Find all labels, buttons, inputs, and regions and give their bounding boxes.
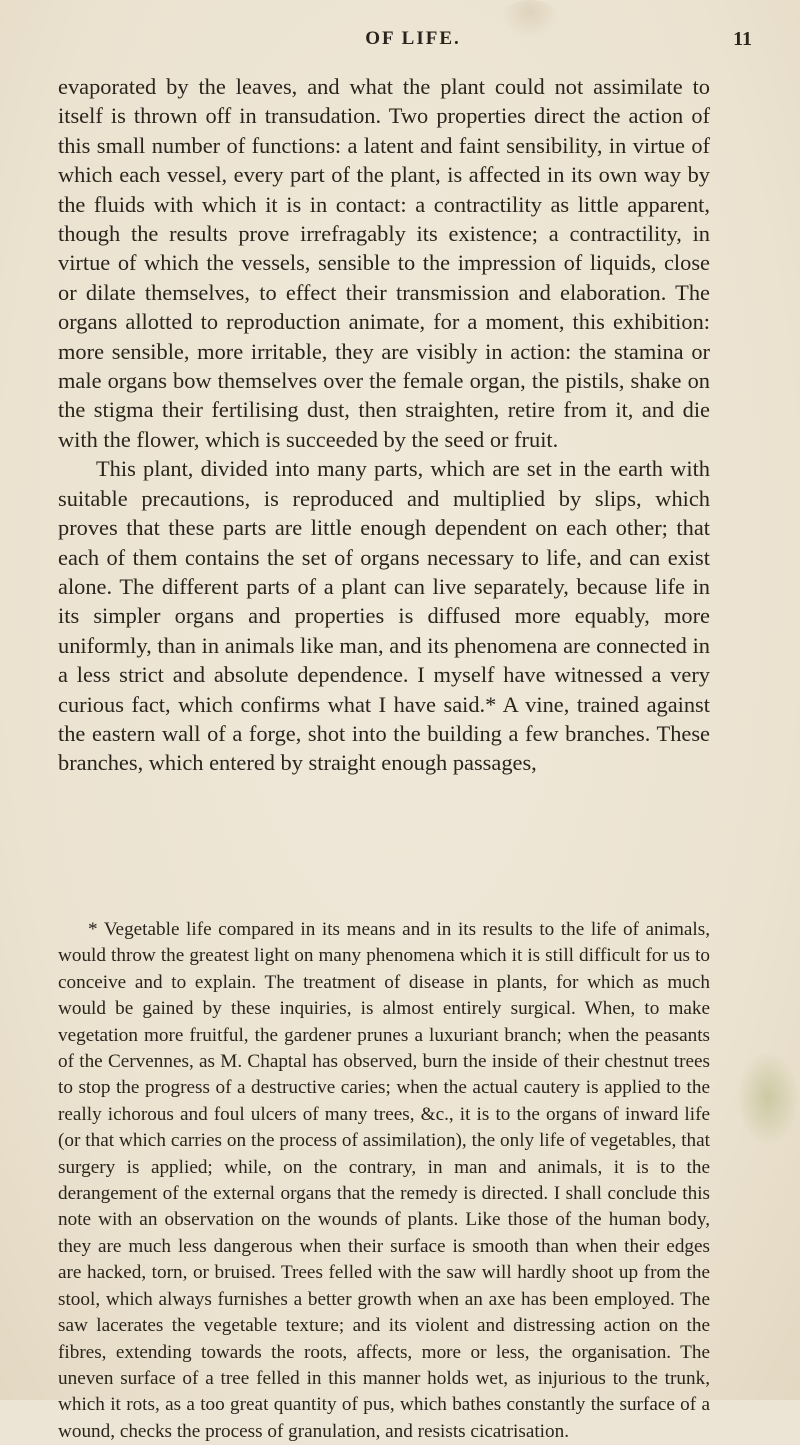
running-head — [60, 28, 766, 58]
paragraph: This plant, divided into many parts, which are set in the earth with suitable precautions, is reproduced and multiplied by slips, which proves that these parts are little enough dependent on each other; that each of them contains the set of organs necessary to life, and can exist alone. The different parts of a plant can live separately, because life in its simpler organs and properties is diffused more equably, more uniformly, than in animals like man, and its phenomena are connected in a less strict and absolute dependence. I myself have witnessed a very curious fact, which confirms what I have said.* A vine, trained against the eastern wall of a forge, shot into the building a few branches. These branches, which entered by straight enough passages, — [58, 456, 710, 776]
running-title: OF LIFE. — [365, 28, 461, 49]
page-number: 11 — [733, 28, 752, 50]
footnote-text: * Vegetable life compared in its means and in its results to the life of animals, would throw the greatest light on many phenomena which it is still difficult for us to conceive and to explain. The treatment of disease in plants, for which as much would be gained by these inquiries, is almost entirely surgical. When, to make vegetation more fruitful, the gardener prunes a luxuriant branch; when the peasants of the Cervennes, as M. Chaptal has observed, burn the inside of their chestnut trees to stop the progress of a destructive caries; when the actual cautery is applied to the really ichorous and foul ulcers of many trees, &c., it is to the organs of inward life (or that which carries on the process of assimilation), the only life of vegetables, that surgery is applied; while, on the contrary, in man and animals, it is to the derangement of the external organs that the remedy is directed. I shall conclude this note with an observation on the wounds of plants. Like those of the human body, they are much less dangerous when their surface is smooth than when their edges are hacked, torn, or bruised. Trees felled with the saw will hardly shoot up from the stool, which always furnishes a better growth when an axe has been employed. The saw lacerates the vegetable texture; and its violent and distressing action on the fibres, extending towards the roots, affects, more or less, the organisation. The uneven surface of a tree felled in this manner holds wet, as injurious to the trunk, which it rots, as a too great quantity of pus, which bathes constantly the surface of a wound, checks the process of granulation, and resists cicatrisation. — [58, 919, 710, 1442]
paper-stain — [738, 1052, 798, 1144]
paragraph: evaporated by the leaves, and what the plant could not assimilate to itself is thrown off in transudation. Two properties direct the action of this small number of functions: a latent and faint sensibility, in virtue of which each vessel, every part of the plant, is affected in its own way by the fluids with which it is in contact: a contractility as little apparent, though the results prove irrefragably its existence; a contractility, in virtue of which the vessels, sensible to the impression of liquids, close or dilate themselves, to effect their transmission and elaboration. The organs allotted to reproduction animate, for a moment, this exhibition: more sensible, more irritable, they are visibly in action: the stamina or male organs bow themselves over the female organ, the pistils, shake on the stigma their fertilising dust, then straighten, retire from it, and die with the flower, which is succeeded by the seed or fruit. — [58, 74, 710, 452]
footnote — [58, 917, 710, 1445]
main-text — [58, 72, 710, 778]
